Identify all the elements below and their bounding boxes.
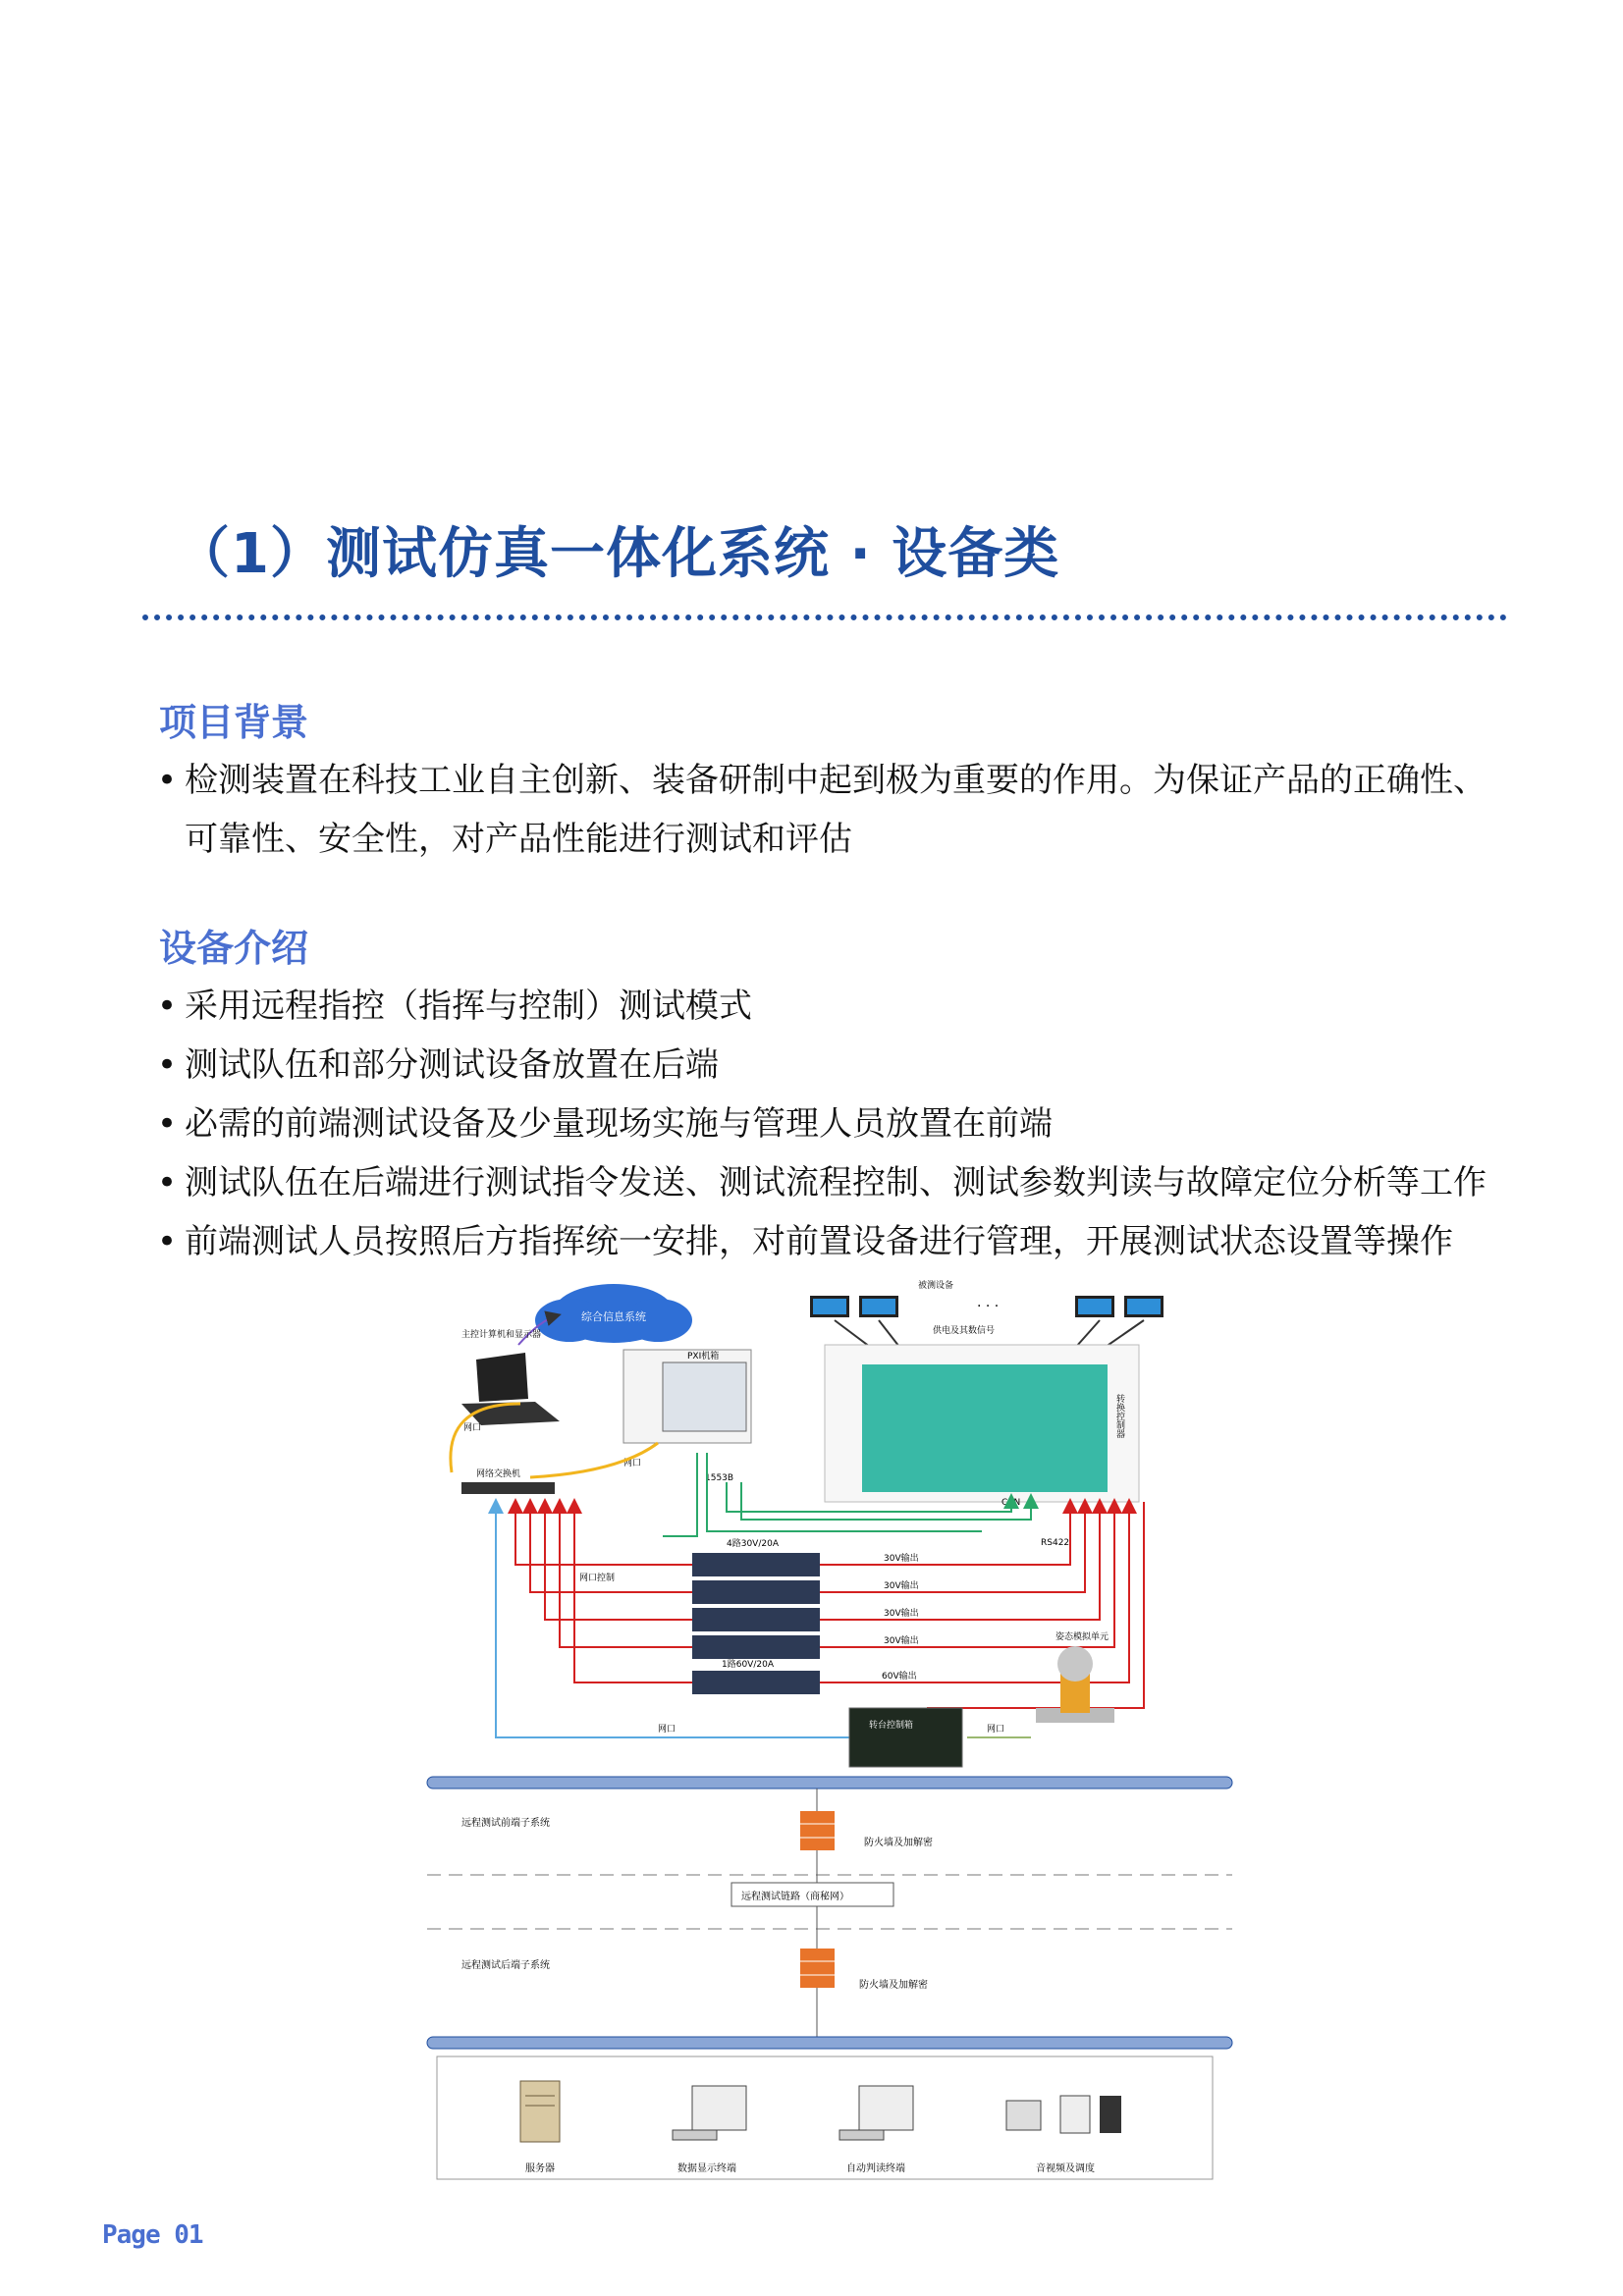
attitude-unit-icon (1036, 1646, 1114, 1723)
out60-label: 60V输出 (882, 1672, 917, 1682)
list-item: • 必需的前端测试设备及少量现场实施与管理人员放置在前端 (157, 1104, 1053, 1144)
server-icon (520, 2081, 560, 2142)
can-label: CAN (1001, 1498, 1021, 1508)
firewall-icon (800, 1949, 835, 1988)
attitude-port-label: 网口 (987, 1725, 1005, 1735)
out30-label-1: 30V输出 (884, 1554, 919, 1564)
back-subsystem-label: 远程测试后端子系统 (461, 1960, 550, 1971)
switch-icon (461, 1482, 555, 1494)
pxi-label: PXI机箱 (687, 1352, 720, 1362)
link-label: 远程测试链路（商秘网） (741, 1892, 849, 1902)
attitude-label: 姿态模拟单元 (1055, 1632, 1109, 1642)
list-item: • 采用远程指控（指挥与控制）测试模式 (157, 987, 752, 1026)
list-item: • 检测装置在科技工业自主创新、装备研制中起到极为重要的作用。为保证产品的正确性、可靠性、安全性，对产品性能进行测试和评估 (157, 761, 1487, 859)
turntable-ctrl-label: 转台控制箱 (869, 1721, 914, 1731)
turntable-controller-icon (849, 1708, 962, 1767)
converter-box-icon (862, 1364, 1108, 1492)
list-item: • 测试队伍和部分测试设备放置在后端 (157, 1045, 719, 1085)
list-item: • 测试队伍在后端进行测试指令发送、测试流程控制、测试参数判读与故障定位分析等工作 (157, 1163, 1487, 1202)
pxi-card-label: 1553B (705, 1473, 734, 1483)
ps-bottom-label: 1路60V/20A (722, 1660, 774, 1670)
page-number: Page 01 (102, 2220, 203, 2250)
background-list (157, 751, 1512, 869)
computer-port-label: 网口 (463, 1423, 482, 1433)
list-item: • 前端测试人员按照后方指挥统一安排，对前置设备进行管理，开展测试状态设置等操作 (157, 1222, 1453, 1261)
cloud-label: 综合信息系统 (581, 1310, 646, 1323)
out30-label-2: 30V输出 (884, 1581, 919, 1591)
ps-top-label: 4路30V/20A (727, 1539, 779, 1549)
firewall-label-front: 防火墙及加解密 (864, 1838, 933, 1848)
av-dispatch-icon (1006, 2096, 1121, 2133)
judge-terminal-icon (839, 2086, 913, 2140)
page-title: （1）测试仿真一体化系统 · 设备类 (175, 522, 1060, 586)
out30-label-4: 30V输出 (884, 1636, 919, 1646)
intro-list (157, 977, 1532, 1271)
tested-devices-label: 被测设备 (918, 1281, 954, 1291)
ellipsis: · · · (977, 1299, 1000, 1314)
dotted-divider (142, 614, 1507, 620)
firewall-icon (800, 1811, 835, 1850)
power-supply-icon (692, 1553, 820, 1694)
terminal-label-1: 数据显示终端 (677, 2163, 736, 2174)
laptop-icon (461, 1353, 560, 1425)
front-subsystem-label: 远程测试前端子系统 (461, 1818, 550, 1829)
section-heading-background: 项目背景 (159, 701, 309, 744)
firewall-label-back: 防火墙及加解密 (859, 1980, 928, 1991)
switch-label: 网络交换机 (476, 1469, 521, 1479)
net-ctrl-label: 网口控制 (579, 1574, 616, 1583)
computer-label: 主控计算机和显示器 (461, 1330, 542, 1340)
pxi-port-label: 网口 (623, 1459, 642, 1468)
back-bus (427, 2037, 1232, 2049)
system-diagram (422, 1276, 1237, 2209)
terminal-label-0: 服务器 (525, 2163, 555, 2174)
front-bus (427, 1777, 1232, 1789)
rs422-label: RS422 (1041, 1538, 1070, 1548)
terminal-label-3: 音视频及调度 (1036, 2163, 1095, 2174)
turntable-port-label: 网口 (658, 1725, 676, 1735)
out30-label-3: 30V输出 (884, 1609, 919, 1619)
display-terminal-icon (673, 2086, 746, 2140)
terminal-label-2: 自动判读终端 (846, 2163, 905, 2174)
converter-label: 转换控制器 (1114, 1394, 1124, 1438)
power-signal-label: 供电及其数信号 (933, 1326, 996, 1336)
section-heading-intro: 设备介绍 (159, 927, 309, 970)
